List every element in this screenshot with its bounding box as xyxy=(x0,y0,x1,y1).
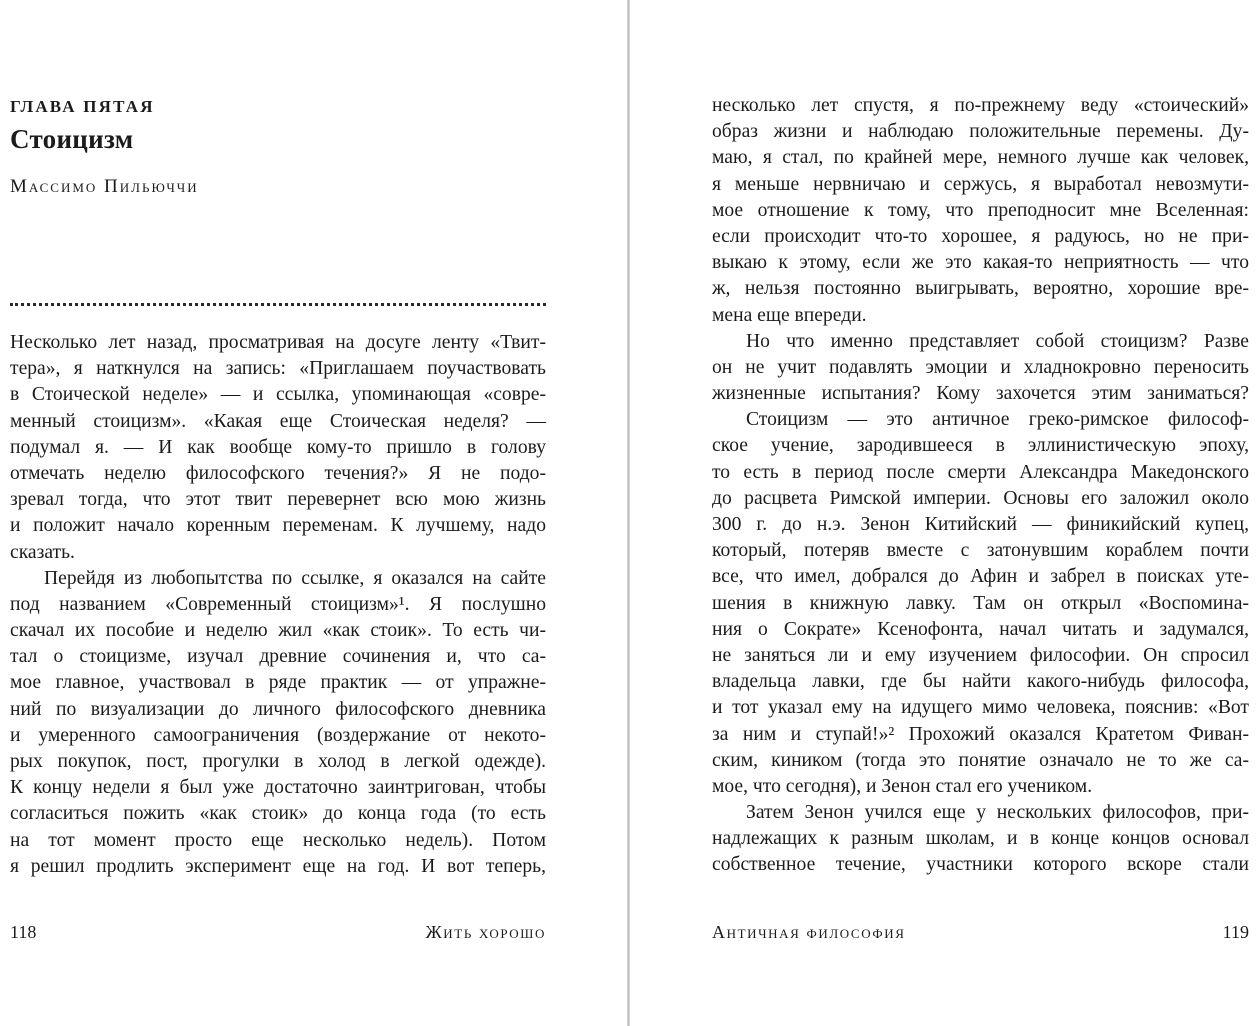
text-line: до расцвета Римской империи. Основы его заложил около xyxy=(712,487,1249,509)
running-head-right: Античная философия xyxy=(712,922,906,942)
text-line: ния о Сократе» Ксенофонта, начал читать и задумался, xyxy=(712,618,1249,640)
text-line: несколько лет спустя, я по-прежнему веду «стоический» xyxy=(712,95,1249,116)
text-line: Несколько лет назад, просматривая на досуге ленту «Твит- xyxy=(10,332,546,353)
text-line: за ним и ступай!»² Прохожий оказался Кратетом Фиван- xyxy=(712,723,1249,745)
text-line: шения в книжную лавку. Там он открыл «Воспомина- xyxy=(712,592,1249,614)
text-line: ским, киником (тогда это понятие означало не то же са- xyxy=(712,749,1249,771)
text-line: тал о стоицизме, изучал древние сочинения и, что са- xyxy=(10,646,546,668)
text-line: Стоицизм — это античное греко-римское философ- xyxy=(746,409,1249,431)
text-line: если происходит что-то хорошее, я радуюсь, но не при- xyxy=(712,225,1249,247)
chapter-title: Стоицизм xyxy=(10,124,134,154)
text-line: я решил продлить эксперимент еще на год. И вот теперь, xyxy=(10,855,546,877)
left-body-text xyxy=(10,330,546,880)
page-number-right: 119 xyxy=(1222,922,1249,942)
text-line: в Стоической неделе» — и ссылка, упоминающая «совре- xyxy=(10,384,546,406)
text-line: и тот указал ему на идущего мимо человека, пояснив: «Вот xyxy=(712,697,1249,719)
text-line: мое отношение к тому, что преподносит мне Вселенная: xyxy=(712,199,1249,221)
text-line: маю, я стал, по крайней мере, немного лучше как человек, xyxy=(712,147,1249,169)
chapter-label: ГЛАВА ПЯТАЯ xyxy=(10,97,155,116)
text-line: все, что имел, добрался до Афин и забрел в поисках уте- xyxy=(712,566,1249,588)
text-line: мое главное, участвовал в ряде практик — от упражне- xyxy=(10,672,546,694)
text-line: Перейдя из любопытства по ссылке, я оказался на сайте xyxy=(44,567,546,589)
text-line: тера», я наткнулся на запись: «Приглашаем поучаствовать xyxy=(10,358,546,380)
text-line: отмечать неделю философского течения?» Я не подо- xyxy=(10,462,546,484)
text-line: я меньше нервничаю и сержусь, я выработал невозмути- xyxy=(712,173,1249,195)
text-line: менный стоицизм». «Какая еще Стоическая неделя? — xyxy=(10,410,546,432)
text-line: ний по визуализации до личного философского дневника xyxy=(10,698,546,720)
text-line: ское учение, зародившееся в эллинистическую эпоху, xyxy=(712,435,1249,457)
text-line: сказать. xyxy=(10,541,75,563)
text-line: подумал я. — И как вообще кому-то пришло в голову xyxy=(10,436,546,458)
text-line: выкаю к этому, если же это какая-то неприятность — что xyxy=(712,252,1249,274)
text-line: не заняться ли и ему изучением философии. Он спросил xyxy=(712,644,1249,666)
chapter-author: Массимо Пильюччи xyxy=(10,176,199,197)
text-line: который, потеряв вместе с затонувшим кораблем почти xyxy=(712,540,1249,562)
text-line: мое, что сегодня), и Зенон стал его учеником. xyxy=(712,775,1093,797)
text-line: он не учит подавлять эмоции и хладнокровно переносить xyxy=(712,356,1249,378)
text-line: зревал тогда, что этот твит перевернет всю мою жизнь xyxy=(10,489,546,511)
text-line: 300 г. до н.э. Зенон Китийский — финикийский купец, xyxy=(712,514,1249,535)
text-line: жизненные испытания? Кому захочется этим заниматься? xyxy=(712,383,1249,405)
text-line: скачал их пособие и неделю жил «как стоик». То есть чи- xyxy=(10,620,546,642)
text-line: и умеренного самоограничения (воздержание от некото- xyxy=(10,724,546,746)
text-line: ж, нельзя постоянно выигрывать, вероятно, хорошие вре- xyxy=(712,278,1249,300)
text-line: рых покупок, пост, прогулки в холод в легкой одежде). xyxy=(10,751,546,772)
text-line: владельца лавки, где бы найти какого-нибудь философа, xyxy=(712,671,1249,693)
running-head-left: Жить хорошо xyxy=(425,922,546,942)
page-number-left: 118 xyxy=(10,922,37,942)
text-line: Затем Зенон учился еще у нескольких философов, при- xyxy=(746,802,1249,824)
right-page xyxy=(712,0,1249,1026)
book-gutter xyxy=(627,0,630,1026)
text-line: под названием «Современный стоицизм»¹. Я послушно xyxy=(10,593,546,615)
left-page xyxy=(10,0,546,1026)
text-line: Но что именно представляет собой стоицизм? Разве xyxy=(746,330,1249,352)
text-line: К концу недели я был уже достаточно заинтригован, чтобы xyxy=(10,777,546,799)
text-line: на тот момент просто еще несколько недель). Потом xyxy=(10,829,546,851)
text-line: собственное течение, участники которого вскоре стали xyxy=(712,854,1249,876)
text-line: и положит начало коренным переменам. К лучшему, надо xyxy=(10,515,546,537)
right-body-text xyxy=(712,93,1249,879)
text-line: образ жизни и наблюдаю положительные перемены. Ду- xyxy=(712,121,1249,143)
text-line: мена еще впереди. xyxy=(712,304,867,326)
text-line: то есть в период после смерти Александра Македонского xyxy=(712,461,1249,483)
dotted-divider xyxy=(10,303,546,306)
text-line: согласиться пожить «как стоик» до конца года (то есть xyxy=(10,803,546,825)
text-line: надлежащих к разным школам, и в конце концов основал xyxy=(712,828,1249,850)
